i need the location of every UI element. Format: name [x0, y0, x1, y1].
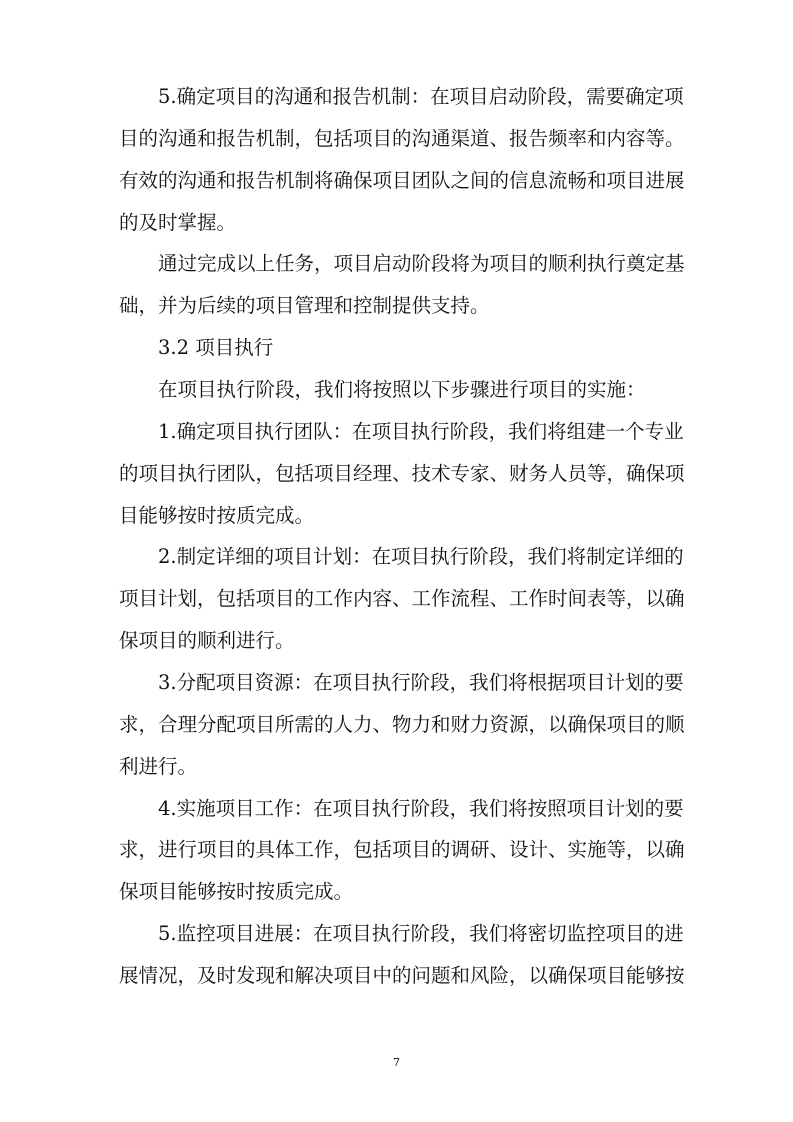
text-line: 求，合理分配项目所需的人力、物力和财力资源，以确保项目的顺 — [119, 712, 685, 736]
text-line: 保项目的顺利进行。 — [119, 629, 295, 653]
text-line: 在项目执行阶段，我们将按照以下步骤进行项目的实施： — [158, 378, 646, 402]
text-line: 有效的沟通和报告机制将确保项目团队之间的信息流畅和项目进展 — [119, 168, 685, 192]
text-line: 的项目执行团队，包括项目经理、技术专家、财务人员等，确保项 — [119, 461, 685, 485]
text-line: 的及时掌握。 — [119, 210, 237, 234]
text-line: 展情况，及时发现和解决项目中的问题和风险，以确保项目能够按 — [119, 964, 685, 988]
text-line: 2.制定详细的项目计划：在项目执行阶段，我们将制定详细的 — [158, 545, 684, 569]
text-line: 项目计划，包括项目的工作内容、工作流程、工作时间表等，以确 — [119, 587, 685, 611]
text-line: 求，进行项目的具体工作，包括项目的调研、设计、实施等，以确 — [119, 838, 685, 862]
text-line: 5.确定项目的沟通和报告机制：在项目启动阶段，需要确定项 — [158, 85, 684, 108]
text-line: 3.分配项目资源：在项目执行阶段，我们将根据项目计划的要 — [158, 671, 684, 695]
text-line: 础，并为后续的项目管理和控制提供支持。 — [119, 294, 490, 318]
text-line: 目能够按时按质完成。 — [119, 503, 315, 527]
text-line: 通过完成以上任务，项目启动阶段将为项目的顺利执行奠定基 — [158, 252, 685, 276]
page-number: 7 — [393, 1056, 400, 1069]
text-line: 目的沟通和报告机制，包括项目的沟通渠道、报告频率和内容等。 — [119, 126, 685, 150]
text-line: 利进行。 — [119, 754, 198, 778]
text-line: 1.确定项目执行团队：在项目执行阶段，我们将组建一个专业 — [158, 419, 684, 443]
text-line: 5.监控项目进展：在项目执行阶段，我们将密切监控项目的进 — [158, 922, 684, 946]
text-line: 保项目能够按时按质完成。 — [119, 880, 354, 904]
text-line: 4.实施项目工作：在项目执行阶段，我们将按照项目计划的要 — [158, 796, 684, 820]
text-line: 3.2 项目执行 — [158, 336, 274, 360]
